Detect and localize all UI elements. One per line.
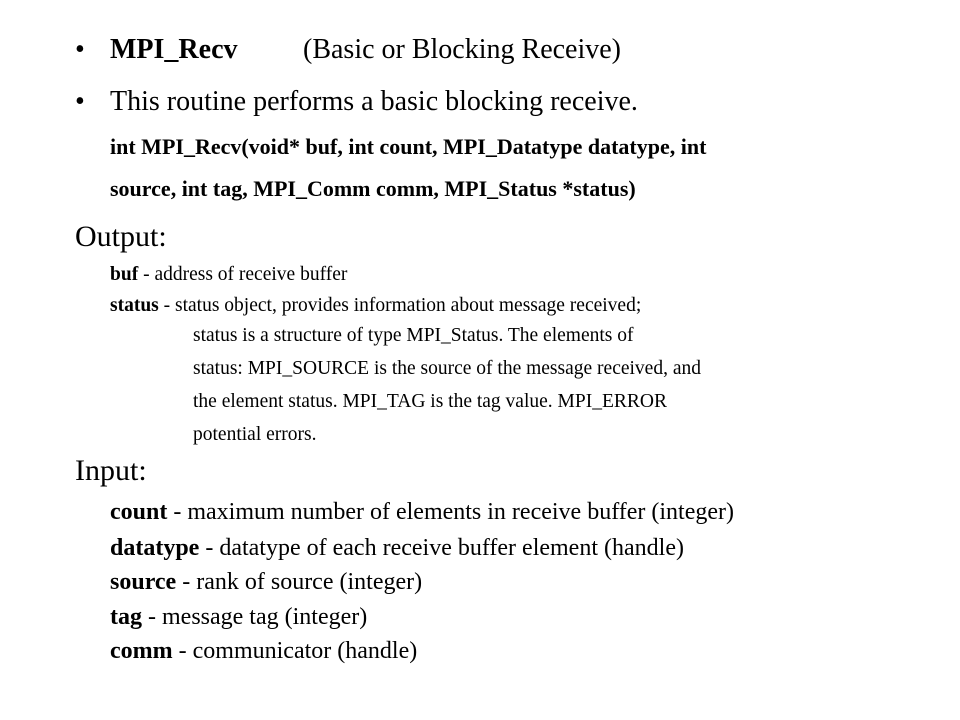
routine-description: This routine performs a basic blocking receive.: [110, 86, 638, 117]
output-param-buf: [110, 265, 347, 285]
signature-line-1: int MPI_Recv(void* buf, int count, MPI_Datatype datatype, int: [110, 134, 707, 159]
param-desc: - communicator (handle): [172, 638, 418, 664]
param-desc: status object, provides information about message received;: [170, 295, 642, 316]
output-param-status: [110, 296, 641, 316]
param-name: count: [110, 499, 168, 525]
param-name: status: [110, 295, 159, 316]
status-continuation-line: status: MPI_SOURCE is the source of the message received, and: [193, 358, 701, 379]
output-heading: Output:: [75, 220, 167, 253]
param-sep: -: [138, 264, 150, 285]
bullet-marker: •: [75, 86, 85, 117]
param-desc: address of receive buffer: [149, 264, 348, 285]
status-continuation-line: potential errors.: [193, 424, 317, 445]
input-heading: Input:: [75, 454, 147, 487]
function-name: MPI_Recv: [110, 34, 238, 65]
param-name: datatype: [110, 535, 200, 561]
input-param-source: [110, 570, 422, 594]
param-name: tag: [110, 604, 142, 630]
param-name: buf: [110, 264, 139, 285]
param-name: source: [110, 569, 177, 595]
param-desc: - maximum number of elements in receive buffer (integer): [167, 499, 735, 525]
signature-line-2: source, int tag, MPI_Comm comm, MPI_Status *status): [110, 176, 636, 201]
input-param-datatype: [110, 536, 684, 560]
input-param-count: [110, 500, 734, 524]
bullet-marker: •: [75, 34, 85, 65]
input-param-comm: [110, 639, 417, 663]
status-continuation-line: the element status. MPI_TAG is the tag value. MPI_ERROR: [193, 391, 667, 412]
param-desc: - datatype of each receive buffer element (handle): [199, 535, 684, 561]
param-sep: -: [158, 295, 171, 316]
param-desc: - rank of source (integer): [176, 569, 423, 595]
input-param-tag: [110, 605, 367, 629]
bullet-title-line: [110, 36, 238, 64]
status-continuation-line: status is a structure of type MPI_Status. The elements of: [193, 325, 634, 346]
param-desc: - message tag (integer): [142, 604, 368, 630]
function-subtitle: (Basic or Blocking Receive): [303, 34, 622, 65]
param-name: comm: [110, 638, 173, 664]
